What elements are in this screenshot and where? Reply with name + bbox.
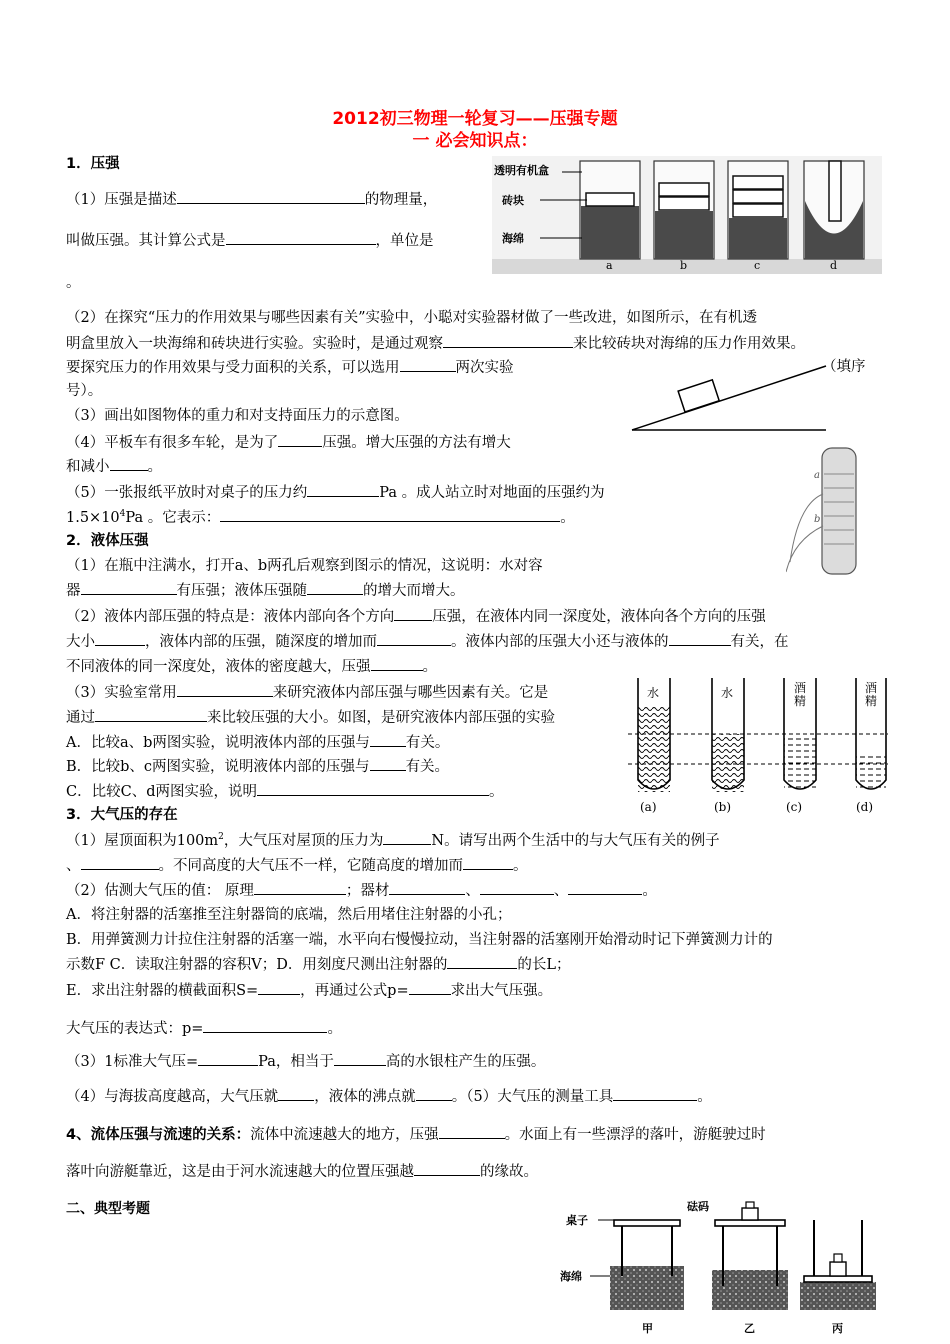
text-line: $1.5\times 10^4Pa$ 。它表示： 。 [66,507,575,528]
figure-caption-d: d [830,259,838,272]
text-line: （1）屋顶面积为$100m^2$，大气压对屋顶的压力为 N。请写出两个生活中的与大气压有关的例子 [66,830,720,851]
hole-label-a: a [814,470,820,481]
text-line: A．比较a、b两图实验，说明液体内部的压强与 有关。 [66,732,449,753]
text-line: 4、流体压强与流速的关系：流体中流速越大的地方，压强 。水面上有一些漂浮的落叶，游艇驶过时 [66,1124,766,1145]
figure-caption-c: c [754,259,761,272]
text-line: （2）估测大气压的值： 原理 ；器材 、 、 。 [66,880,657,901]
section-heading-liquid-pressure: 2．液体压强 [66,533,149,549]
tube-label-c: 酒精 [794,681,807,708]
figure-caption-b: b [680,259,688,272]
text-line: 大气压的表达式：p= 。 [66,1018,342,1039]
section-heading-atmospheric-pressure: 3．大气压的存在 [66,807,178,823]
text-line: （填序 [822,359,866,375]
text-line: （3）实验室常用 来研究液体内部压强与哪些因素有关。它是 [66,682,548,703]
text-line: 不同液体的同一深度处，液体的密度越大，压强 。 [66,656,437,677]
text-line: 明盒里放入一块海绵和砖块进行实验。实验时，是通过观察 来比较砖块对海绵的压力作用效果。 [66,333,805,354]
page-subtitle: 一 必会知识点： [412,131,538,151]
figure-caption-a: a [606,259,613,272]
text-line: 。 [66,275,81,291]
tube-label-d: 酒精 [865,681,878,708]
text-line: （3）画出如图物体的重力和对支持面压力的示意图。 [66,408,409,424]
text-line: （2）液体内部压强的特点是：液体内部向各个方向 压强，在液体内同一深度处，液体向各个方向的压强 [66,606,766,627]
text-line: 通过 来比较压强的大小。如图，是研究液体内部压强的实验 [66,707,555,728]
figure-caption-jia: 甲 [642,1322,653,1335]
section-heading-typical-problems: 二、典型考题 [66,1201,150,1217]
figure-label-box: 透明有机盒 [494,164,549,177]
text-line: （5）一张报纸平放时对桌子的压力约 Pa 。成人站立时对地面的压强约为 [66,482,605,503]
text-line: 器 有压强；液体压强随 的增大而增大。 [66,580,465,601]
liquid-tubes-figure [628,676,888,816]
figure-label-sponge: 海绵 [502,232,524,245]
hole-label-b: b [814,514,821,525]
text-line: 号）。 [66,383,103,399]
text-line: B．比较b、c两图实验，说明液体内部的压强与 有关。 [66,756,449,777]
text-line: C．比较C、d两图实验，说明 。 [66,781,503,802]
tube-label-a: 水 [647,686,660,700]
figure-caption-yi: 乙 [744,1322,755,1335]
text-line: A．将注射器的活塞推至注射器筒的底端，然后用堵住注射器的小孔； [66,907,512,923]
tube-label-b: 水 [721,686,734,700]
text-line: （1）在瓶中注满水，打开a、b两孔后观察到图示的情况，这说明：水对容 [66,558,543,574]
incline-block-figure [630,362,830,434]
figure-label-weight: 砝码 [687,1200,709,1213]
text-line: （3）1标准大气压= Pa，相当于 高的水银柱产生的压强。 [66,1051,545,1072]
figure-label-table: 桌子 [566,1214,588,1227]
text-line: （2）在探究“压力的作用效果与哪些因素有关”实验中，小聪对实验器材做了一些改进，如图所示，在有机透 [66,310,758,326]
text-line: B．用弹簧测力计拉住注射器的活塞一端，水平向右慢慢拉动，当注射器的活塞刚开始滑动时记下弹簧测力计的 [66,932,773,948]
tube-caption-d: (d) [856,800,874,814]
text-line: （1）压强是描述 的物理量， [66,189,437,210]
text-line: 落叶向游艇靠近，这是由于河水流速越大的位置压强越 的缘故。 [66,1161,538,1182]
tube-caption-a: (a) [640,800,657,814]
text-line: 大小 ，液体内部的压强，随深度的增加而 。液体内部的压强大小还与液体的 有关，在 [66,631,789,652]
sponge-brick-figure [492,156,882,274]
text-line: 叫做压强。其计算公式是 ，单位是 [66,230,434,251]
figure-label-brick: 砖块 [502,194,524,207]
text-line: （4）平板车有很多车轮，是为了 压强。增大压强的方法有增大 [66,432,511,453]
table-sponge-figure [560,1196,890,1338]
text-line: 要探究压力的作用效果与受力面积的关系，可以选用 两次实验 [66,357,514,378]
text-line: 和减小 。 [66,456,162,477]
figure-caption-bing: 丙 [832,1322,843,1335]
text-line: E．求出注射器的横截面积S= ，再通过公式p= 求出大气压强。 [66,980,552,1001]
water-bottle-jet-figure [786,444,886,582]
figure-label-sponge: 海绵 [560,1270,582,1283]
text-line: （4）与海拔高度越高，大气压就 ，液体的沸点就 。（5）大气压的测量工具 。 [66,1086,712,1107]
section-heading-pressure: 1．压强 [66,156,120,172]
text-line: 示数F C．读取注射器的容积V；D．用刻度尺测出注射器的 的长L； [66,954,571,975]
text-line: 、 。不同高度的大气压不一样，它随高度的增加而 。 [66,855,528,876]
page-title: 2012初三物理一轮复习——压强专题 [332,109,618,129]
tube-caption-b: (b) [714,800,732,814]
tube-caption-c: (c) [786,800,803,814]
